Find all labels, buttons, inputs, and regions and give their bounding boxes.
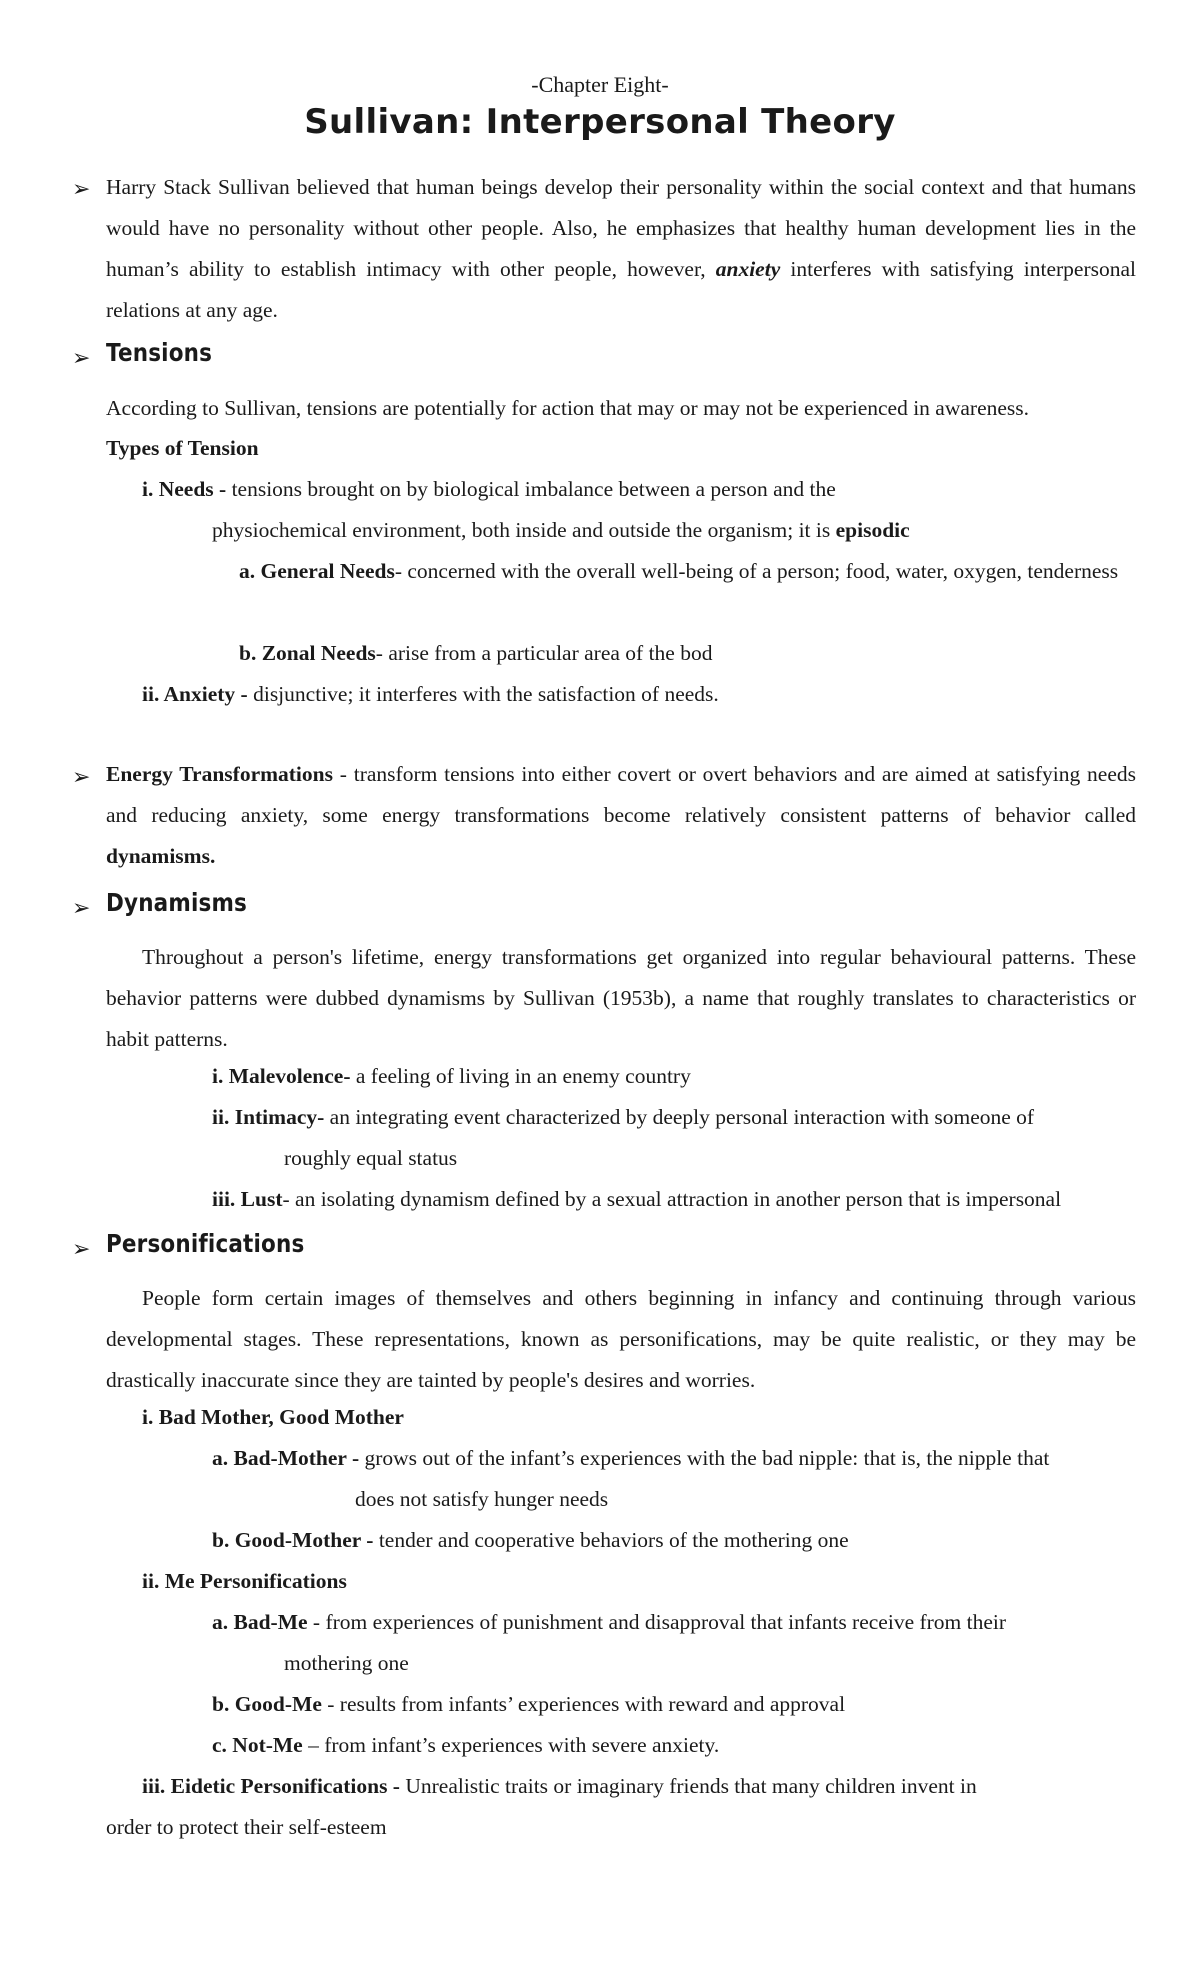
general-needs-item: a. General Needs- concerned with the overall well-being of a person; food, water, oxygen, tenderness bbox=[239, 559, 1119, 583]
intro-text-end: interferes with satisfying interpersonal relations at any age. bbox=[106, 257, 1136, 322]
bad-me-item: a. Bad-Me - from experiences of punishment and disapproval that infants receive from their bbox=[212, 1610, 1007, 1634]
anxiety-item: ii. Anxiety - disjunctive; it interferes with the satisfaction of needs. bbox=[142, 682, 719, 706]
dynamisms-paragraph: Throughout a person's lifetime, energy transformations get organized into regular behavioural patterns. These behavior patterns were dubbed dynamisms by Sullivan (1953b), a name that roughly translates to characteristics or habit patterns. bbox=[106, 945, 1136, 1051]
intro-emphasis: anxiety bbox=[715, 257, 781, 281]
tensions-definition: According to Sullivan, tensions are potentially for action that may or may not be experienced in awareness. bbox=[106, 396, 1030, 420]
intimacy-item-continued: roughly equal status bbox=[284, 1146, 458, 1170]
bullet-arrow-icon: ➢ bbox=[72, 176, 91, 201]
lust-item: iii. Lust- an isolating dynamism defined by a sexual attraction in another person that is impersonal bbox=[212, 1187, 1062, 1211]
personifications-paragraph: People form certain images of themselves and others beginning in infancy and continuing through various developmental stages. These representations, known as personifications, may be quite realistic, or they may be drastically inaccurate since they are tainted by people's desires and worries. bbox=[106, 1286, 1136, 1392]
bad-mother-item: a. Bad-Mother - grows out of the infant’s experiences with the bad nipple: that is, the nipple that bbox=[212, 1446, 1050, 1470]
intro-text: Harry Stack Sullivan believed that human beings develop their personality within the social context and that humans would have no personality without other people. Also, he emphasizes that healthy human development lies in the human’s ability to establish intimacy with other people, however, bbox=[106, 175, 1136, 281]
needs-item-continued: physiochemical environment, both inside and outside the organism; it is episodic bbox=[212, 518, 910, 542]
bullet-arrow-icon: ➢ bbox=[72, 895, 91, 920]
bullet-arrow-icon: ➢ bbox=[72, 1236, 91, 1261]
section-heading-dynamisms: Dynamisms bbox=[106, 888, 247, 917]
eidetic-item-continued: order to protect their self-esteem bbox=[106, 1815, 387, 1839]
bullet-arrow-icon: ➢ bbox=[72, 764, 91, 789]
bad-mother-item-continued: does not satisfy hunger needs bbox=[355, 1487, 609, 1511]
intimacy-item: ii. Intimacy- an integrating event characterized by deeply personal interaction with someone of bbox=[212, 1105, 1035, 1129]
section-heading-tensions: Tensions bbox=[106, 338, 213, 367]
not-me-item: c. Not-Me – from infant’s experiences with severe anxiety. bbox=[212, 1733, 720, 1757]
good-mother-item: b. Good-Mother - tender and cooperative behaviors of the mothering one bbox=[212, 1528, 849, 1552]
needs-item: i. Needs - tensions brought on by biological imbalance between a person and the bbox=[142, 477, 836, 501]
zonal-needs-item: b. Zonal Needs- arise from a particular area of the bod bbox=[239, 641, 713, 665]
energy-transformations-paragraph: Energy Transformations - transform tensions into either covert or overt behaviors and are aimed at satisfying needs and reducing anxiety, some energy transformations become relatively consistent patterns of behavior called dynamisms. bbox=[106, 762, 1136, 868]
malevolence-item: i. Malevolence- a feeling of living in an enemy country bbox=[212, 1064, 691, 1088]
section-heading-personifications: Personifications bbox=[106, 1229, 305, 1258]
mother-heading: i. Bad Mother, Good Mother bbox=[142, 1405, 404, 1429]
intro-paragraph bbox=[106, 167, 1136, 331]
good-me-item: b. Good-Me - results from infants’ experiences with reward and approval bbox=[212, 1692, 846, 1716]
me-personifications-heading: ii. Me Personifications bbox=[142, 1569, 347, 1593]
page-title: Sullivan: Interpersonal Theory bbox=[304, 102, 896, 142]
bad-me-item-continued: mothering one bbox=[284, 1651, 409, 1675]
types-of-tension-heading: Types of Tension bbox=[106, 436, 259, 460]
bullet-arrow-icon: ➢ bbox=[72, 345, 91, 370]
chapter-label: -Chapter Eight- bbox=[531, 72, 669, 97]
eidetic-item: iii. Eidetic Personifications - Unrealistic traits or imaginary friends that many children invent in bbox=[142, 1774, 977, 1798]
